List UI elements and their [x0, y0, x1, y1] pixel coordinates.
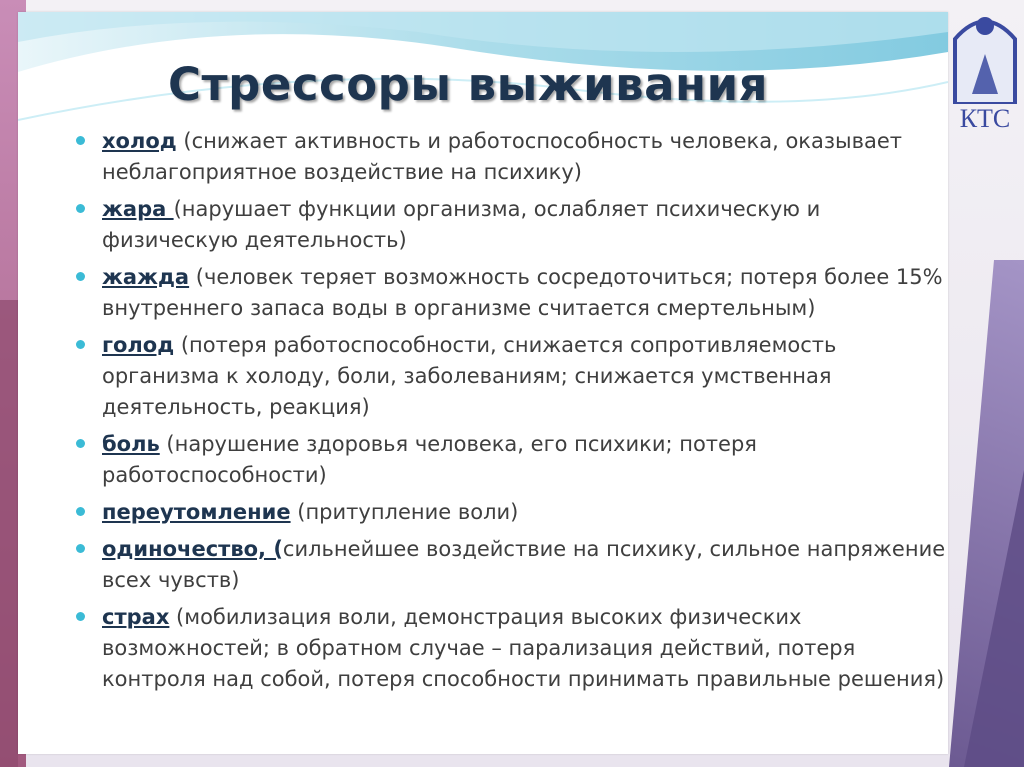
slide-panel	[18, 12, 948, 754]
list-item	[76, 126, 948, 188]
slide-title: Стрессоры выживания	[168, 58, 769, 111]
stressor-description: (притупление воли)	[290, 500, 519, 524]
stressor-description: (снижает активность и работоспособность человека, оказывает неблагоприятное воздействие на психику)	[102, 129, 902, 184]
list-item	[76, 497, 948, 528]
bullet-icon	[76, 544, 85, 553]
stressor-term: жара	[102, 197, 174, 221]
stressor-description: (нарушает функции организма, ослабляет психическую и физическую деятельность)	[102, 197, 821, 252]
stressor-term: жажда	[102, 265, 190, 289]
stressor-term: боль	[102, 432, 160, 456]
list-item	[76, 330, 948, 423]
list-item	[76, 602, 948, 695]
bullet-icon	[76, 136, 85, 145]
list-item	[76, 429, 948, 491]
bullet-icon	[76, 612, 85, 621]
stressor-term: голод	[102, 333, 175, 357]
stressor-description: (человек теряет возможность сосредоточиться; потеря более 15% внутреннего запаса воды в организме считается смертельным)	[102, 265, 943, 320]
bullet-icon	[76, 439, 85, 448]
list-item	[76, 194, 948, 256]
stressor-list	[76, 126, 948, 701]
left-decor-stripe-dark	[0, 300, 18, 767]
logo-text: КТС	[959, 104, 1011, 133]
logo	[950, 4, 1020, 144]
bullet-icon	[76, 340, 85, 349]
logo-emblem-icon	[950, 4, 1020, 104]
stressor-description: сильнейшее воздействие на психику, сильное напряжение всех чувств)	[102, 537, 946, 592]
stressor-description: (нарушение здоровья человека, его психики; потеря работоспособности)	[102, 432, 757, 487]
stressor-description: (потеря работоспособности, снижается сопротивляемость организма к холоду, боли, заболеваниям; снижается умственная деятельность, реакция)	[102, 333, 837, 419]
stressor-description: (мобилизация воли, демонстрация высоких физических возможностей; в обратном случае – парализация действий, потеря контроля над собой, потеря способности принимать правильные решения)	[102, 605, 945, 691]
list-item	[76, 262, 948, 324]
stressor-term: холод	[102, 129, 177, 153]
stressor-term: страх	[102, 605, 170, 629]
stressor-term: переутомление	[102, 500, 291, 524]
bullet-icon	[76, 272, 85, 281]
bullet-icon	[76, 204, 85, 213]
list-item	[76, 534, 948, 596]
bullet-icon	[76, 507, 85, 516]
stressor-term: одиночество, (	[102, 537, 283, 561]
